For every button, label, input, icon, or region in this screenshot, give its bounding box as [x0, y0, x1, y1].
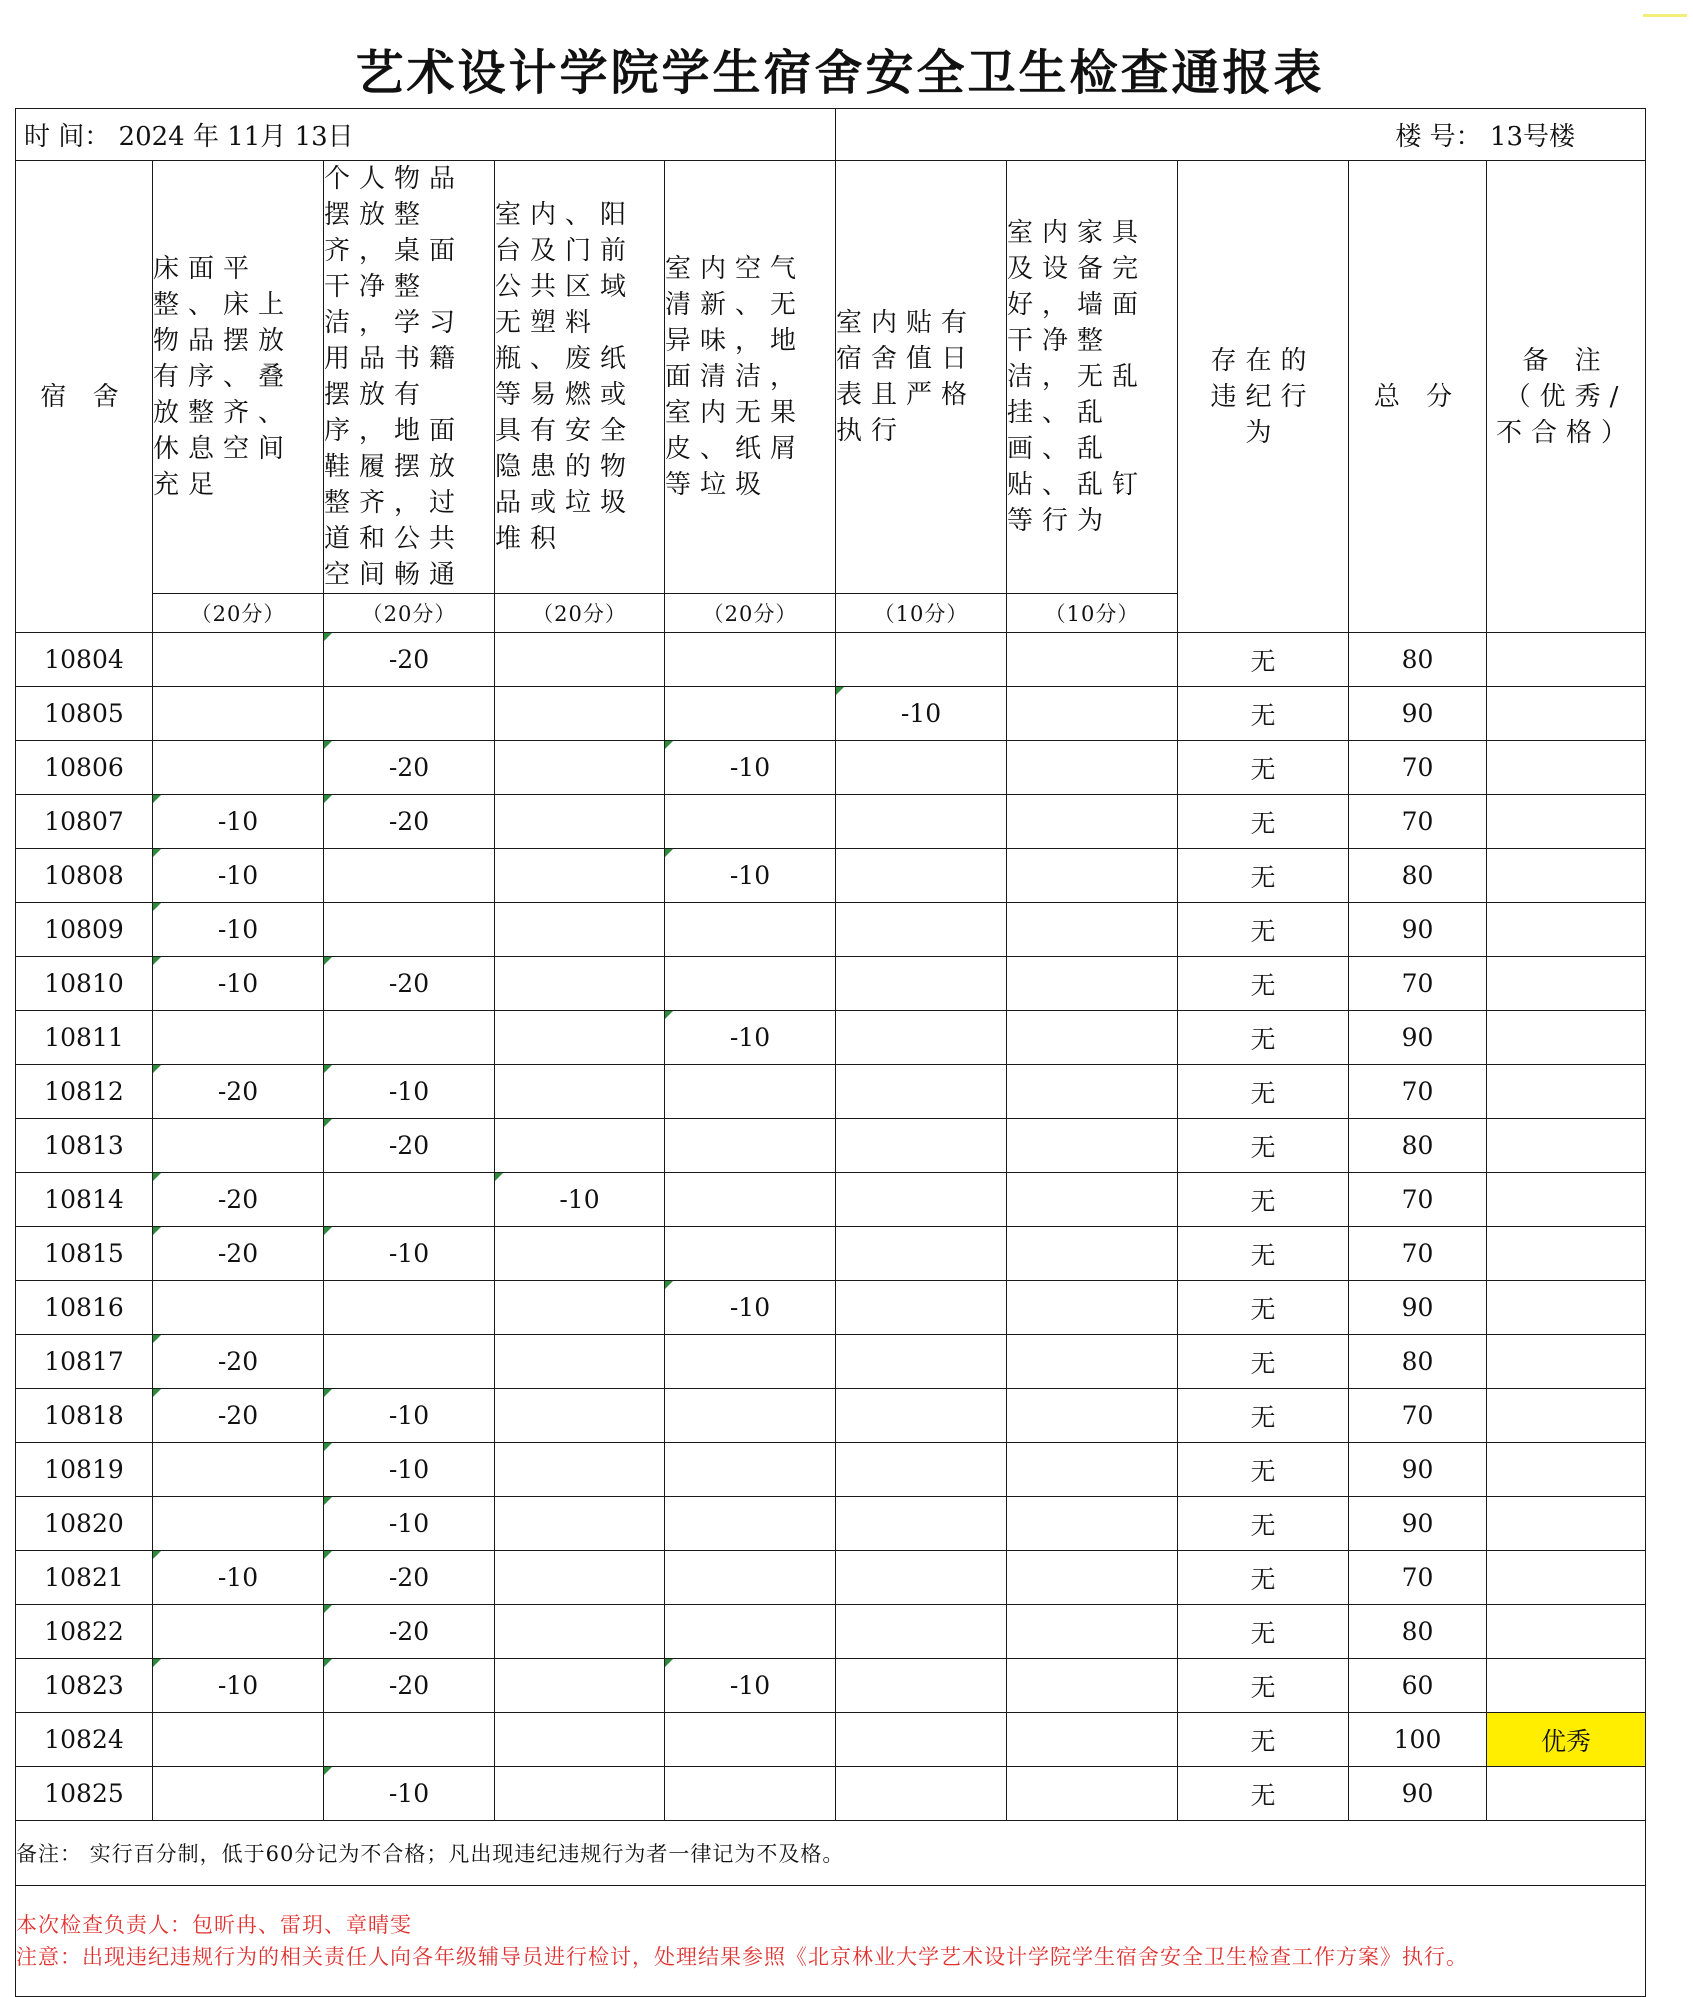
cell-bed: [153, 1713, 324, 1767]
cell-personal: -20: [324, 795, 495, 849]
cell-personal: -10: [324, 1065, 495, 1119]
cell-total: 70: [1349, 1227, 1487, 1281]
cell-remark: [1487, 957, 1646, 1011]
header-violation: 存在的违纪行为: [1178, 161, 1349, 633]
cell-personal: -10: [324, 1389, 495, 1443]
cell-furniture: [1007, 1173, 1178, 1227]
cell-duty: [836, 633, 1007, 687]
cell-total: 90: [1349, 1443, 1487, 1497]
table-row: [16, 1605, 1646, 1659]
cell-bed: [153, 633, 324, 687]
cell-violation: 无: [1178, 1551, 1349, 1605]
cell-personal: [324, 903, 495, 957]
cell-bed: [153, 1281, 324, 1335]
cell-bed: [153, 1119, 324, 1173]
header-bed: 床面平整、床上物品摆放有序、叠放整齐、休息空间充足: [153, 161, 324, 594]
cell-violation: 无: [1178, 1173, 1349, 1227]
cell-total: 70: [1349, 1065, 1487, 1119]
cell-duty: [836, 1497, 1007, 1551]
cell-indoor: [495, 1713, 665, 1767]
cell-room: 10822: [16, 1605, 153, 1659]
table-row: [16, 1065, 1646, 1119]
header-personal: 个人物品摆放整齐，桌面干净整洁，学习用品书籍摆放有序，地面鞋履摆放整齐，过道和公共空间畅通: [324, 161, 495, 594]
cell-room: 10804: [16, 633, 153, 687]
cell-remark: [1487, 1497, 1646, 1551]
cell-violation: 无: [1178, 1227, 1349, 1281]
cell-duty: [836, 849, 1007, 903]
inspection-table: [15, 108, 1646, 1997]
cell-duty: [836, 1713, 1007, 1767]
cell-indoor: [495, 1389, 665, 1443]
cell-duty: [836, 1065, 1007, 1119]
cell-furniture: [1007, 1551, 1178, 1605]
cell-indoor: [495, 903, 665, 957]
table-row: [16, 741, 1646, 795]
cell-duty: [836, 1173, 1007, 1227]
cell-indoor: [495, 795, 665, 849]
cell-air: [665, 1065, 836, 1119]
cell-furniture: [1007, 957, 1178, 1011]
cell-air: [665, 1605, 836, 1659]
cell-indoor: [495, 1335, 665, 1389]
cell-remark: [1487, 1335, 1646, 1389]
cell-remark: [1487, 633, 1646, 687]
cell-remark: [1487, 849, 1646, 903]
cell-remark: [1487, 1443, 1646, 1497]
cell-total: 90: [1349, 903, 1487, 957]
table-row: [16, 1551, 1646, 1605]
cell-remark: [1487, 1551, 1646, 1605]
cell-room: 10814: [16, 1173, 153, 1227]
cell-room: 10810: [16, 957, 153, 1011]
footer-responsible-block: [16, 1886, 1646, 1997]
cell-air: -10: [665, 849, 836, 903]
page-title: 艺术设计学院学生宿舍安全卫生检查通报表: [355, 45, 1325, 101]
cell-furniture: [1007, 1227, 1178, 1281]
cell-remark: [1487, 795, 1646, 849]
cell-bed: -10: [153, 849, 324, 903]
top-decoration-line: [1643, 14, 1687, 17]
header-dorm: 宿 舍: [16, 161, 153, 633]
cell-remark: [1487, 903, 1646, 957]
table-row: [16, 1443, 1646, 1497]
cell-violation: 无: [1178, 1011, 1349, 1065]
cell-air: -10: [665, 1281, 836, 1335]
header-furniture: 室内家具及设备完好，墙面干净整洁，无乱挂、乱画、乱贴、乱钉等行为: [1007, 161, 1178, 594]
cell-personal: [324, 1713, 495, 1767]
table-row: [16, 1713, 1646, 1767]
cell-room: 10819: [16, 1443, 153, 1497]
points-furniture: （10分）: [1007, 594, 1178, 633]
cell-duty: [836, 1227, 1007, 1281]
cell-bed: [153, 1011, 324, 1065]
cell-duty: [836, 1659, 1007, 1713]
cell-room: 10818: [16, 1389, 153, 1443]
cell-air: [665, 1335, 836, 1389]
cell-furniture: [1007, 633, 1178, 687]
cell-duty: [836, 795, 1007, 849]
cell-bed: [153, 1497, 324, 1551]
table-row: [16, 1227, 1646, 1281]
cell-total: 80: [1349, 633, 1487, 687]
cell-room: 10809: [16, 903, 153, 957]
cell-remark: [1487, 1659, 1646, 1713]
cell-room: 10816: [16, 1281, 153, 1335]
cell-personal: -20: [324, 1119, 495, 1173]
cell-remark: [1487, 1227, 1646, 1281]
cell-air: [665, 1389, 836, 1443]
cell-furniture: [1007, 795, 1178, 849]
cell-room: 10806: [16, 741, 153, 795]
cell-remark: [1487, 1767, 1646, 1821]
cell-total: 80: [1349, 1605, 1487, 1659]
cell-total: 100: [1349, 1713, 1487, 1767]
cell-furniture: [1007, 687, 1178, 741]
cell-furniture: [1007, 903, 1178, 957]
cell-air: [665, 1119, 836, 1173]
cell-furniture: [1007, 1767, 1178, 1821]
cell-duty: [836, 1119, 1007, 1173]
cell-total: 90: [1349, 1011, 1487, 1065]
cell-air: [665, 1713, 836, 1767]
cell-room: 10805: [16, 687, 153, 741]
cell-violation: 无: [1178, 1443, 1349, 1497]
cell-air: [665, 1227, 836, 1281]
cell-violation: 无: [1178, 957, 1349, 1011]
cell-furniture: [1007, 1065, 1178, 1119]
cell-duty: [836, 1335, 1007, 1389]
points-indoor: （20分）: [495, 594, 665, 633]
cell-violation: 无: [1178, 633, 1349, 687]
points-air: （20分）: [665, 594, 836, 633]
table-row: [16, 849, 1646, 903]
cell-remark: [1487, 1119, 1646, 1173]
cell-indoor: [495, 1551, 665, 1605]
cell-bed: -10: [153, 1551, 324, 1605]
cell-room: 10820: [16, 1497, 153, 1551]
cell-remark: [1487, 1605, 1646, 1659]
cell-indoor: [495, 633, 665, 687]
cell-personal: -20: [324, 957, 495, 1011]
cell-furniture: [1007, 1713, 1178, 1767]
cell-total: 70: [1349, 957, 1487, 1011]
cell-violation: 无: [1178, 795, 1349, 849]
cell-personal: [324, 1173, 495, 1227]
cell-air: -10: [665, 741, 836, 795]
cell-duty: [836, 1605, 1007, 1659]
cell-room: 10812: [16, 1065, 153, 1119]
cell-remark: [1487, 1065, 1646, 1119]
cell-remark: [1487, 1011, 1646, 1065]
cell-total: 80: [1349, 849, 1487, 903]
cell-total: 90: [1349, 1767, 1487, 1821]
cell-personal: -10: [324, 1497, 495, 1551]
cell-total: 70: [1349, 1389, 1487, 1443]
cell-indoor: [495, 849, 665, 903]
cell-duty: [836, 1389, 1007, 1443]
header-remark: 备 注 （优秀/不合格）: [1487, 161, 1646, 633]
cell-duty: [836, 1281, 1007, 1335]
cell-air: [665, 795, 836, 849]
table-row: [16, 903, 1646, 957]
cell-personal: [324, 1011, 495, 1065]
cell-duty: -10: [836, 687, 1007, 741]
cell-furniture: [1007, 1281, 1178, 1335]
cell-violation: 无: [1178, 903, 1349, 957]
cell-total: 90: [1349, 1281, 1487, 1335]
cell-indoor: [495, 1659, 665, 1713]
cell-room: 10807: [16, 795, 153, 849]
cell-indoor: [495, 1011, 665, 1065]
cell-air: [665, 903, 836, 957]
table-row: [16, 1497, 1646, 1551]
table-row: [16, 1659, 1646, 1713]
cell-bed: [153, 1605, 324, 1659]
table-row: [16, 1335, 1646, 1389]
cell-total: 90: [1349, 687, 1487, 741]
cell-furniture: [1007, 1011, 1178, 1065]
cell-indoor: [495, 1065, 665, 1119]
cell-remark: [1487, 687, 1646, 741]
table-row: [16, 687, 1646, 741]
table-row: [16, 1389, 1646, 1443]
cell-violation: 无: [1178, 1065, 1349, 1119]
cell-furniture: [1007, 741, 1178, 795]
header-indoor: 室内、阳台及门前公共区域无塑料瓶、废纸等易燃或具有安全隐患的物品或垃圾堆积: [495, 161, 665, 594]
cell-room: 10824: [16, 1713, 153, 1767]
table-row: [16, 633, 1646, 687]
cell-personal: [324, 687, 495, 741]
cell-personal: -20: [324, 741, 495, 795]
points-bed: （20分）: [153, 594, 324, 633]
cell-indoor: [495, 957, 665, 1011]
cell-remark: [1487, 1173, 1646, 1227]
points-personal: （20分）: [324, 594, 495, 633]
cell-room: 10817: [16, 1335, 153, 1389]
cell-bed: [153, 741, 324, 795]
cell-bed: -10: [153, 903, 324, 957]
cell-personal: -20: [324, 1605, 495, 1659]
footer-note: 备注： 实行百分制，低于60分记为不合格；凡出现违纪违规行为者一律记为不及格。: [16, 1821, 1646, 1886]
cell-bed: -10: [153, 1659, 324, 1713]
cell-total: 70: [1349, 741, 1487, 795]
points-duty: （10分）: [836, 594, 1007, 633]
cell-indoor: [495, 741, 665, 795]
cell-personal: -10: [324, 1443, 495, 1497]
cell-air: [665, 633, 836, 687]
cell-violation: 无: [1178, 687, 1349, 741]
cell-bed: -20: [153, 1389, 324, 1443]
cell-violation: 无: [1178, 1281, 1349, 1335]
cell-personal: [324, 1281, 495, 1335]
cell-personal: -20: [324, 1659, 495, 1713]
cell-furniture: [1007, 1443, 1178, 1497]
cell-violation: 无: [1178, 1767, 1349, 1821]
cell-bed: [153, 1443, 324, 1497]
cell-furniture: [1007, 1335, 1178, 1389]
cell-personal: [324, 1335, 495, 1389]
cell-total: 60: [1349, 1659, 1487, 1713]
cell-bed: -20: [153, 1065, 324, 1119]
table-row: [16, 795, 1646, 849]
cell-room: 10813: [16, 1119, 153, 1173]
cell-indoor: [495, 1497, 665, 1551]
cell-furniture: [1007, 1119, 1178, 1173]
cell-personal: -20: [324, 1551, 495, 1605]
cell-indoor: [495, 1443, 665, 1497]
header-air: 室内空气清新、无异味，地面清洁，室内无果皮、纸屑等垃圾: [665, 161, 836, 594]
cell-duty: [836, 1551, 1007, 1605]
table-row: [16, 1173, 1646, 1227]
cell-indoor: [495, 687, 665, 741]
table-row: [16, 1281, 1646, 1335]
cell-duty: [836, 1011, 1007, 1065]
cell-violation: 无: [1178, 1389, 1349, 1443]
cell-total: 90: [1349, 1497, 1487, 1551]
table-row: [16, 957, 1646, 1011]
header-duty: 室内贴有宿舍值日表且严格执行: [836, 161, 1007, 594]
cell-total: 80: [1349, 1335, 1487, 1389]
cell-personal: -20: [324, 633, 495, 687]
building-number: 楼 号： 13号楼: [836, 109, 1646, 161]
cell-bed: -20: [153, 1173, 324, 1227]
cell-air: [665, 957, 836, 1011]
header-total: 总 分: [1349, 161, 1487, 633]
cell-remark: [1487, 1389, 1646, 1443]
cell-furniture: [1007, 849, 1178, 903]
cell-remark: [1487, 1281, 1646, 1335]
cell-indoor: [495, 1767, 665, 1821]
cell-air: -10: [665, 1659, 836, 1713]
cell-room: 10808: [16, 849, 153, 903]
cell-violation: 无: [1178, 1605, 1349, 1659]
cell-duty: [836, 741, 1007, 795]
cell-room: 10825: [16, 1767, 153, 1821]
cell-air: [665, 1173, 836, 1227]
cell-bed: -20: [153, 1227, 324, 1281]
cell-furniture: [1007, 1497, 1178, 1551]
cell-total: 70: [1349, 1551, 1487, 1605]
cell-air: [665, 1551, 836, 1605]
table-row: [16, 1767, 1646, 1821]
attention-notice: 注意：出现违纪违规行为的相关责任人向各年级辅导员进行检讨，处理结果参照《北京林业大学艺术设计学院学生宿舍安全卫生检查工作方案》执行。: [16, 1945, 1468, 1969]
cell-indoor: -10: [495, 1173, 665, 1227]
cell-total: 70: [1349, 1173, 1487, 1227]
cell-air: [665, 1497, 836, 1551]
cell-violation: 无: [1178, 849, 1349, 903]
cell-violation: 无: [1178, 741, 1349, 795]
cell-indoor: [495, 1227, 665, 1281]
cell-violation: 无: [1178, 1497, 1349, 1551]
cell-indoor: [495, 1281, 665, 1335]
table-row: [16, 1119, 1646, 1173]
cell-indoor: [495, 1119, 665, 1173]
cell-duty: [836, 903, 1007, 957]
cell-bed: [153, 687, 324, 741]
cell-violation: 无: [1178, 1119, 1349, 1173]
cell-duty: [836, 1443, 1007, 1497]
cell-indoor: [495, 1605, 665, 1659]
cell-room: 10823: [16, 1659, 153, 1713]
cell-duty: [836, 1767, 1007, 1821]
inspection-date: 时 间： 2024 年 11月 13日: [16, 109, 836, 161]
cell-air: [665, 687, 836, 741]
cell-violation: 无: [1178, 1713, 1349, 1767]
cell-room: 10815: [16, 1227, 153, 1281]
cell-furniture: [1007, 1659, 1178, 1713]
cell-personal: -10: [324, 1767, 495, 1821]
cell-furniture: [1007, 1389, 1178, 1443]
cell-bed: -10: [153, 957, 324, 1011]
cell-remark: [1487, 741, 1646, 795]
cell-air: [665, 1443, 836, 1497]
cell-bed: [153, 1767, 324, 1821]
responsible-persons: 本次检查负责人：包昕冉、雷玥、章晴雯: [16, 1913, 412, 1937]
table-row: [16, 1011, 1646, 1065]
cell-room: 10821: [16, 1551, 153, 1605]
cell-violation: 无: [1178, 1335, 1349, 1389]
cell-bed: -20: [153, 1335, 324, 1389]
cell-personal: -10: [324, 1227, 495, 1281]
cell-bed: -10: [153, 795, 324, 849]
cell-air: -10: [665, 1011, 836, 1065]
cell-furniture: [1007, 1605, 1178, 1659]
cell-personal: [324, 849, 495, 903]
cell-duty: [836, 957, 1007, 1011]
cell-total: 80: [1349, 1119, 1487, 1173]
cell-remark: 优秀: [1487, 1713, 1646, 1767]
cell-air: [665, 1767, 836, 1821]
cell-room: 10811: [16, 1011, 153, 1065]
cell-total: 70: [1349, 795, 1487, 849]
cell-violation: 无: [1178, 1659, 1349, 1713]
